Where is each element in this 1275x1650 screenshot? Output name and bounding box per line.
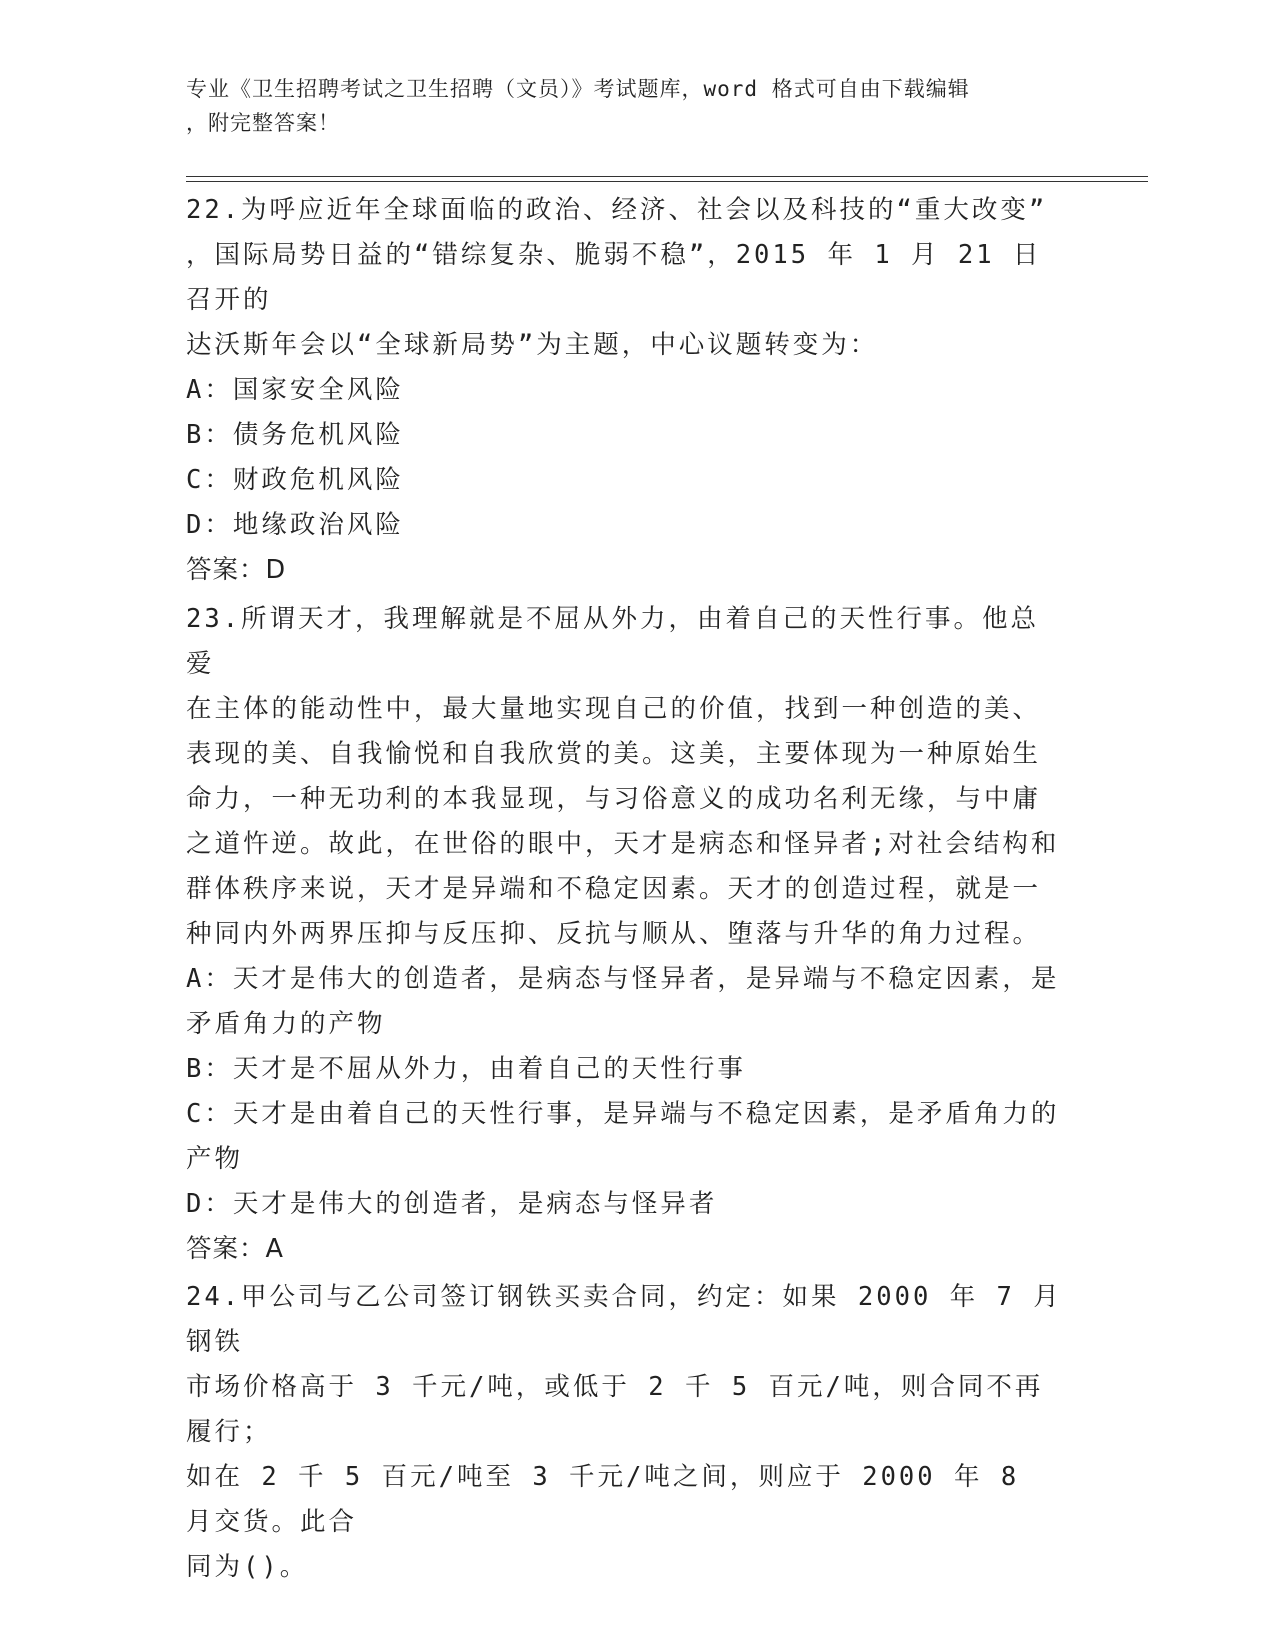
option-c: C：天才是由着自己的天性行事，是异端与不稳定因素，是矛盾角力的 xyxy=(186,1099,1060,1129)
option-d: D：天才是伟大的创造者，是病态与怪异者 xyxy=(186,1189,718,1219)
option-a: A：国家安全风险 xyxy=(186,375,404,405)
question-stem-line: 达沃斯年会以“全球新局势”为主题，中心议题转变为： xyxy=(186,330,879,360)
answer-label: 答案：A xyxy=(186,1234,284,1264)
header-line-1: 专业《卫生招聘考试之卫生招聘（文员）》考试题库，word 格式可自由下载编辑 xyxy=(186,77,970,101)
question-23 xyxy=(186,597,1066,1272)
header-line-2: ，附完整答案！ xyxy=(186,111,340,135)
question-stem-line: ，国际局势日益的“错综复杂、脆弱不稳”，2015 年 1 月 21 日召开的 xyxy=(186,240,1042,315)
option-a: A：天才是伟大的创造者，是病态与怪异者，是异端与不稳定因素，是 xyxy=(186,964,1060,994)
option-c: C：财政危机风险 xyxy=(186,465,404,495)
header-divider-bottom xyxy=(186,181,1148,182)
question-stem-line: 之道忤逆。故此，在世俗的眼中，天才是病态和怪异者;对社会结构和 xyxy=(186,829,1060,859)
document-header xyxy=(186,72,1086,140)
option-a-continued: 矛盾角力的产物 xyxy=(186,1009,386,1039)
question-stem-line: 22.为呼应近年全球面临的政治、经济、社会以及科技的“重大改变” xyxy=(186,195,1048,225)
header-divider-top xyxy=(186,176,1148,177)
option-c-continued: 产物 xyxy=(186,1144,244,1174)
question-stem-line: 群体秩序来说，天才是异端和不稳定因素。天才的创造过程，就是一 xyxy=(186,874,1042,904)
question-24 xyxy=(186,1275,1066,1590)
question-stem-line: 命力，一种无功利的本我显现，与习俗意义的成功名利无缘，与中庸 xyxy=(186,784,1042,814)
option-b: B：债务危机风险 xyxy=(186,420,404,450)
question-stem-line: 同为()。 xyxy=(186,1552,309,1582)
question-stem-line: 在主体的能动性中，最大量地实现自己的价值，找到一种创造的美、 xyxy=(186,694,1042,724)
question-22 xyxy=(186,188,1066,593)
option-b: B：天才是不屈从外力，由着自己的天性行事 xyxy=(186,1054,746,1084)
question-stem-line: 市场价格高于 3 千元/吨，或低于 2 千 5 百元/吨，则合同不再履行； xyxy=(186,1372,1044,1447)
question-stem-line: 如在 2 千 5 百元/吨至 3 千元/吨之间，则应于 2000 年 8 月交货。此合 xyxy=(186,1462,1020,1537)
question-stem-line: 种同内外两界压抑与反压抑、反抗与顺从、堕落与升华的角力过程。 xyxy=(186,919,1042,949)
answer-label: 答案：D xyxy=(186,555,287,585)
question-stem-line: 表现的美、自我愉悦和自我欣赏的美。这美，主要体现为一种原始生 xyxy=(186,739,1042,769)
question-stem-line: 24.甲公司与乙公司签订钢铁买卖合同，约定：如果 2000 年 7 月钢铁 xyxy=(186,1282,1062,1357)
option-d: D：地缘政治风险 xyxy=(186,510,404,540)
question-stem-line: 23.所谓天才，我理解就是不屈从外力，由着自己的天性行事。他总爱 xyxy=(186,604,1040,679)
